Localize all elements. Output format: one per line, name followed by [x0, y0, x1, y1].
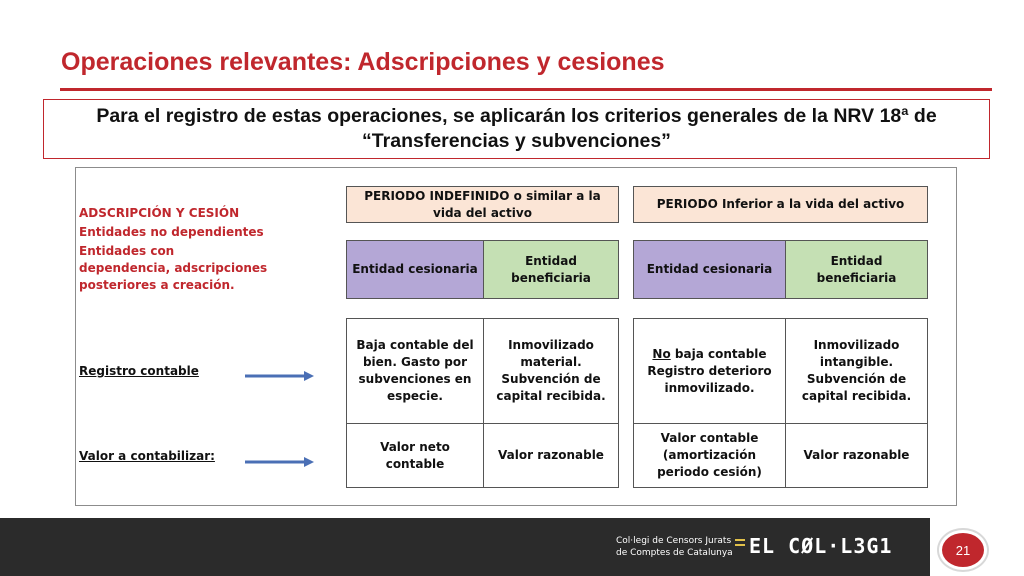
equals-mark-icon [735, 539, 745, 548]
label-valor-contabilizar: Valor a contabilizar: [79, 449, 215, 463]
footer-org-line-1: Col·legi de Censors Jurats [616, 536, 732, 546]
label-registro-contable: Registro contable [79, 364, 199, 378]
notice-line-2: “Transferencias y subvenciones” [362, 130, 671, 152]
registro-rest-text: baja contable Registro deterioro inmovilizado. [647, 346, 772, 395]
header-periodo-inferior: PERIODO Inferior a la vida del activo [633, 186, 928, 223]
no-underlined: No [652, 346, 671, 361]
cell-registro-beneficiaria-left: Inmovilizado material. Subvención de capital recibida. [483, 318, 619, 424]
col-entidad-beneficiaria-left: Entidad beneficiaria [483, 240, 619, 299]
registro-no-text [637, 346, 782, 397]
notice-box [43, 99, 990, 159]
cell-valor-beneficiaria-left: Valor razonable [483, 423, 619, 488]
arrow-right-icon [244, 369, 316, 383]
arrow-right-icon [244, 455, 316, 469]
col-entidad-cesionaria-left: Entidad cesionaria [346, 240, 484, 299]
cell-valor-cesionaria-right: Valor contable (amortización periodo cesión) [633, 423, 786, 488]
cell-registro-cesionaria-left: Baja contable del bien. Gasto por subvenciones en especie. [346, 318, 484, 424]
footer-logo: EL CØL·L3G1 [749, 534, 893, 558]
cell-registro-beneficiaria-right: Inmovilizado intangible. Subvención de capital recibida. [785, 318, 928, 424]
cell-valor-beneficiaria-right: Valor razonable [785, 423, 928, 488]
cell-valor-cesionaria-left: Valor neto contable [346, 423, 484, 488]
slide-title: Operaciones relevantes: Adscripciones y cesiones [61, 48, 665, 76]
header-periodo-indefinido: PERIODO INDEFINIDO o similar a la vida del activo [346, 186, 619, 223]
title-underline [60, 88, 992, 91]
notice-line-1: Para el registro de estas operaciones, se aplicarán los criterios generales de la NRV 18ª de [96, 105, 937, 127]
label-adscripcion: ADSCRIPCIÓN Y CESIÓN [79, 206, 240, 220]
page-number-badge: 21 [939, 530, 987, 570]
cell-registro-cesionaria-right [633, 318, 786, 424]
col-entidad-cesionaria-right: Entidad cesionaria [633, 240, 786, 299]
col-entidad-beneficiaria-right: Entidad beneficiaria [785, 240, 928, 299]
label-no-dependientes: Entidades no dependientes [79, 225, 264, 239]
label-con-dependencia: Entidades con dependencia, adscripciones posteriores a creación. [79, 244, 268, 292]
footer-org-line-2: de Comptes de Catalunya [616, 548, 733, 558]
